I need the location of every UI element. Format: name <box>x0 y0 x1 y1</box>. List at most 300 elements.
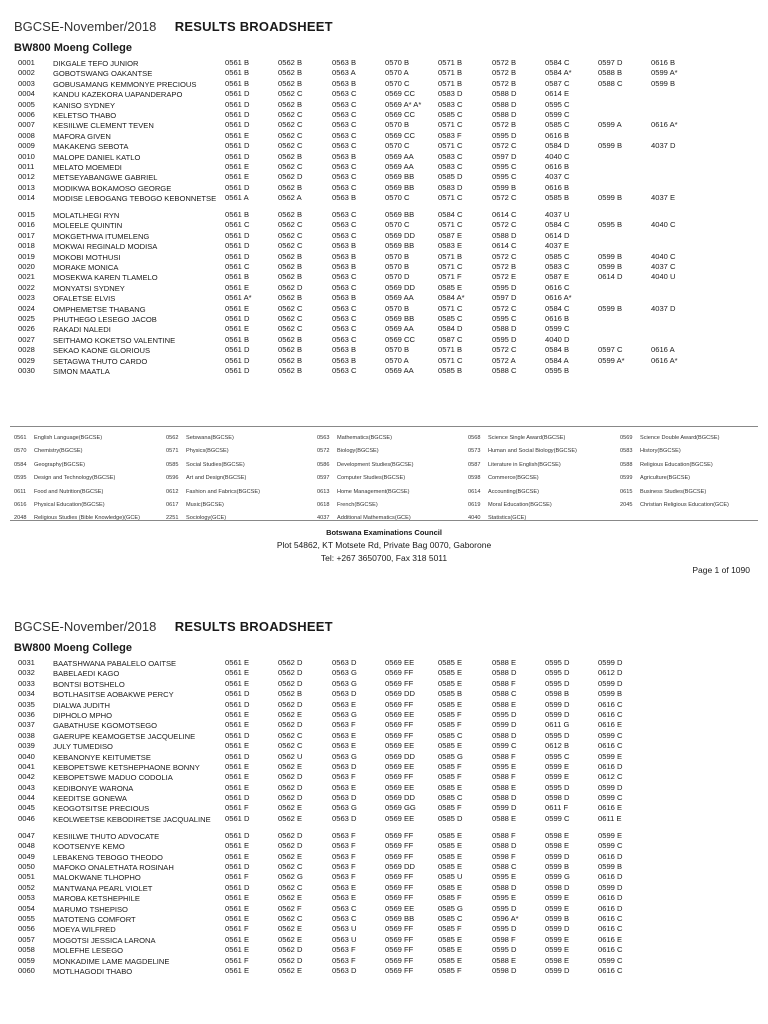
subject-grade: 0563 F <box>332 955 356 965</box>
subject-grade: 0562 B <box>278 58 303 67</box>
candidate-number: 0019 <box>18 251 35 261</box>
candidate-name: MARUMO TSHEPISO <box>53 904 128 914</box>
subject-grade: 0616 D <box>598 872 623 882</box>
legend-entry <box>14 486 103 499</box>
subject-code: 4040 <box>468 515 481 522</box>
candidate-name: SIMON MAATLA <box>53 366 110 376</box>
subject-grade: 0561 E <box>225 678 250 688</box>
subject-grade: 0569 DD <box>385 862 415 872</box>
subject-grade: 0561 E <box>225 720 250 730</box>
subject-grade: 0561 E <box>225 965 250 975</box>
subject-code: 0569 <box>620 435 633 441</box>
subject-grade: 0563 D <box>332 793 357 803</box>
legend-entry <box>317 486 409 499</box>
legend-row <box>0 445 768 458</box>
footer-address: Plot 54862, KT Motsete Rd, Private Bag 0070, Gaborone <box>276 540 492 550</box>
subject-code: 2045 <box>620 501 633 508</box>
subject-grade: 0570 C <box>385 220 410 230</box>
subject-grade: 0569 AA <box>385 151 414 161</box>
subject-grade: 0584 C <box>438 210 463 220</box>
subject-grade: 0561 E <box>225 934 250 944</box>
subject-grade: 0561 D <box>225 151 250 161</box>
subject-grade: 0563 F <box>332 720 356 730</box>
subject-grade: 0595 D <box>492 130 517 140</box>
candidate-number: 0001 <box>18 58 35 67</box>
subject-grade: 0585 F <box>438 772 462 782</box>
candidate-name: RAKADI NALEDI <box>53 325 111 335</box>
subject-grade: 0561 F <box>225 803 249 813</box>
table-row <box>0 131 768 141</box>
subject-grade: 0562 E <box>278 709 303 719</box>
subject-grade: 0571 B <box>438 251 463 261</box>
subject-grade: 0595 E <box>492 761 517 771</box>
subject-grade: 0563 B <box>332 262 357 272</box>
subject-grade: 0562 C <box>278 109 303 119</box>
subject-grade: 0563 B <box>332 355 357 365</box>
subject-grade: 0569 EE <box>385 761 415 771</box>
subject-grade: 0616 D <box>598 761 623 771</box>
subject-grade: 0585 C <box>438 913 463 923</box>
subject-grade: 0595 C <box>545 99 570 109</box>
candidate-name: GOBUSAMANG KEMMONYE PRECIOUS <box>53 79 197 89</box>
subject-grade: 0599 E <box>598 830 623 840</box>
subject-grade: 0561 E <box>225 741 250 751</box>
subject-grade: 0598 D <box>545 882 570 892</box>
candidate-name: KESIILWE THUTO ADVOCATE <box>53 831 160 841</box>
subject-grade: 0585 G <box>438 751 463 761</box>
subject-grade: 0563 B <box>332 345 357 355</box>
subject-grade: 0563 E <box>332 699 357 709</box>
subject-grade: 0563 U <box>332 924 357 934</box>
candidate-number: 0020 <box>18 262 35 272</box>
candidate-name: BONTSI BOTSHELO <box>53 679 125 689</box>
page-footer <box>0 528 768 563</box>
subject-grade: 0572 B <box>492 120 517 130</box>
subject-grade: 0561 E <box>225 913 250 923</box>
legend-entry <box>166 432 234 445</box>
candidate-number: 0026 <box>18 324 35 334</box>
subject-grade: 0571 C <box>438 262 463 272</box>
candidate-number: 0003 <box>18 78 35 88</box>
candidate-name: MOKGETHWA ITUMELENG <box>53 231 150 241</box>
subject-grade: 0562 G <box>278 872 303 882</box>
subject-grade: 0569 AA <box>385 365 414 375</box>
table-row <box>0 945 768 955</box>
subject-grade: 0611 F <box>545 803 569 813</box>
legend-entry <box>14 459 85 472</box>
subject-grade: 0616 C <box>598 924 623 934</box>
subject-grade: 0562 B <box>278 272 303 282</box>
candidate-number: 0046 <box>18 813 35 823</box>
table-row <box>0 852 768 862</box>
subject-grade: 0569 EE <box>385 658 415 667</box>
subject-grade: 0585 E <box>438 830 463 840</box>
subject-grade: 0588 F <box>492 772 516 782</box>
table-row <box>0 883 768 893</box>
legend-row <box>0 499 768 512</box>
subject-grade: 0563 G <box>332 678 357 688</box>
subject-grade: 0585 E <box>438 934 463 944</box>
table-row <box>0 803 768 813</box>
subject-grade: 0595 C <box>545 751 570 761</box>
subject-code: 0563 <box>317 435 330 441</box>
school-name: BW800 Moeng College <box>14 42 132 54</box>
subject-grade: 0584 C <box>545 220 570 230</box>
subject-grade: 0599 D <box>545 709 570 719</box>
table-row <box>0 68 768 78</box>
subject-code: 0598 <box>468 475 481 482</box>
subject-grade: 4037 D <box>651 303 676 313</box>
candidate-name: MOGOTSI JESSICA LARONA <box>53 935 156 945</box>
subject-grade: 0571 B <box>438 58 463 67</box>
subject-name: Moral Education(BGCSE) <box>488 501 552 508</box>
subject-grade: 0561 D <box>225 89 250 99</box>
subject-grade: 0614 C <box>492 241 517 251</box>
subject-grade: 0584 C <box>545 303 570 313</box>
candidate-number: 0022 <box>18 282 35 292</box>
subject-grade: 0569 FF <box>385 945 414 955</box>
subject-grade: 0571 C <box>438 303 463 313</box>
subject-grade: 0585 C <box>545 251 570 261</box>
subject-grade: 0563 F <box>332 945 356 955</box>
subject-grade: 4040 C <box>651 251 676 261</box>
subject-grade: 0598 B <box>545 689 570 699</box>
subject-grade: 0562 B <box>278 182 303 192</box>
subject-grade: 0562 E <box>278 761 303 771</box>
subject-grade: 0562 F <box>278 903 302 913</box>
subject-grade: 0588 B <box>598 68 623 78</box>
candidate-name: MODISE LEBOGANG TEBOGO KEBONNETSE <box>53 194 217 204</box>
exam-session: BGCSE-November/2018 <box>14 619 157 634</box>
candidate-number: 0040 <box>18 751 35 761</box>
subject-grade: 0585 E <box>438 782 463 792</box>
subject-grade: 0561 E <box>225 668 250 678</box>
subject-grade: 0569 CC <box>385 130 415 140</box>
subject-grade: 0562 C <box>278 303 303 313</box>
subject-grade: 0569 FF <box>385 720 414 730</box>
subject-code: 0588 <box>620 461 633 468</box>
legend-entry <box>317 472 405 485</box>
subject-grade: 4037 C <box>545 172 570 182</box>
subject-grade: 0562 D <box>278 720 303 730</box>
subject-grade: 0588 D <box>492 882 517 892</box>
subject-code: 0612 <box>166 488 179 495</box>
subject-grade: 0588 E <box>492 699 517 709</box>
subject-grade: 0585 F <box>438 893 462 903</box>
candidate-number: 0017 <box>18 230 35 240</box>
candidate-number: 0036 <box>18 709 35 719</box>
legend-entry <box>468 445 577 458</box>
subject-grade: 0562 E <box>278 851 303 861</box>
subject-grade: 0599 B <box>651 78 676 88</box>
subject-grade: 0563 C <box>332 120 357 130</box>
subject-grade: 0562 B <box>278 262 303 272</box>
subject-grade: 0562 C <box>278 324 303 334</box>
subject-grade: 0561 E <box>225 282 250 292</box>
legend-entry <box>620 459 713 472</box>
subject-name: Statistics(GCE) <box>488 515 527 522</box>
candidate-number: 0057 <box>18 934 35 944</box>
subject-grade: 0595 D <box>492 282 517 292</box>
subject-grade: 0583 C <box>438 161 463 171</box>
candidate-name: OMPHEMETSE THABANG <box>53 304 146 314</box>
subject-grade: 0562 C <box>278 141 303 151</box>
subject-grade: 0571 F <box>438 272 462 282</box>
subject-grade: 0562 D <box>278 668 303 678</box>
subject-grade: 0563 F <box>332 772 356 782</box>
table-row <box>0 862 768 872</box>
subject-grade: 0616 B <box>545 313 570 323</box>
subject-grade: 0562 D <box>278 282 303 292</box>
subject-grade: 0599 B <box>598 862 623 872</box>
subject-grade: 0595 C <box>492 313 517 323</box>
subject-grade: 0561 D <box>225 830 250 840</box>
subject-grade: 0587 C <box>545 78 570 88</box>
subject-grade: 0561 D <box>225 120 250 130</box>
table-row <box>0 89 768 99</box>
subject-grade: 0561 E <box>225 903 250 913</box>
subject-grade: 0569 EE <box>385 782 415 792</box>
subject-code: 0611 <box>14 488 27 495</box>
table-row <box>0 831 768 841</box>
legend-entry <box>14 472 115 485</box>
subject-grade: 0588 E <box>492 955 517 965</box>
subject-grade: 0561 B <box>225 58 250 67</box>
table-row <box>0 324 768 334</box>
page-header <box>14 18 333 36</box>
subject-grade: 0585 B <box>545 193 570 203</box>
subject-grade: 0562 C <box>278 89 303 99</box>
subject-grade: 0561 D <box>225 793 250 803</box>
subject-grade: 0585 C <box>438 109 463 119</box>
subject-grade: 0583 D <box>438 89 463 99</box>
candidate-name: OFALETSE ELVIS <box>53 294 116 304</box>
candidate-number: 0025 <box>18 313 35 323</box>
subject-grade: 0569 FF <box>385 882 414 892</box>
subject-grade: 4037 U <box>545 210 570 220</box>
legend-row <box>0 472 768 485</box>
subject-grade: 0563 C <box>332 99 357 109</box>
subject-grade: 0562 C <box>278 730 303 740</box>
subject-grade: 0588 D <box>492 109 517 119</box>
candidate-name: GAERUPE KEAMOGETSE JACQUELINE <box>53 731 196 741</box>
subject-grade: 0562 C <box>278 862 303 872</box>
subject-grade: 0569 BB <box>385 913 415 923</box>
candidate-number: 0024 <box>18 303 35 313</box>
subject-grade: 0569 FF <box>385 830 414 840</box>
subject-code: 0583 <box>620 448 633 455</box>
subject-grade: 0562 C <box>278 130 303 140</box>
candidate-name: KEOLWEETSE KEBODIRETSE JACQUALINE <box>53 814 211 824</box>
subject-grade: 0571 C <box>438 220 463 230</box>
subject-grade: 0562 E <box>278 893 303 903</box>
table-row <box>0 741 768 751</box>
subject-grade: 0563 C <box>332 913 357 923</box>
candidate-name: GOBOTSWANG OAKANTSE <box>53 69 153 79</box>
subject-grade: 0584 D <box>545 141 570 151</box>
subject-name: Setswana(BGCSE) <box>186 435 234 441</box>
subject-grade: 0561 F <box>225 872 249 882</box>
candidate-number: 0031 <box>18 658 35 667</box>
subject-grade: 0570 A <box>385 355 409 365</box>
subject-grade: 0563 D <box>332 813 357 823</box>
subject-grade: 0599 A* <box>651 68 678 78</box>
subject-grade: 0612 B <box>545 741 570 751</box>
subject-grade: 0562 E <box>278 813 303 823</box>
candidate-number: 0045 <box>18 803 35 813</box>
subject-grade: 0561 D <box>225 230 250 240</box>
subject-grade: 0598 D <box>545 793 570 803</box>
subject-grade: 0563 C <box>332 313 357 323</box>
candidate-number: 0006 <box>18 109 35 119</box>
subject-grade: 0612 D <box>598 668 623 678</box>
subject-grade: 0563 G <box>332 751 357 761</box>
table-row <box>0 304 768 314</box>
subject-grade: 0585 E <box>438 699 463 709</box>
candidate-number: 0005 <box>18 99 35 109</box>
candidate-number: 0052 <box>18 882 35 892</box>
subject-grade: 0585 E <box>438 741 463 751</box>
subject-grade: 0585 E <box>438 282 463 292</box>
candidate-name: BOTLHASITSE AOBAKWE PERCY <box>53 690 174 700</box>
candidate-number: 0028 <box>18 345 35 355</box>
subject-grade: 0561 F <box>225 955 249 965</box>
subject-grade: 0599 A* <box>598 355 625 365</box>
subject-grade: 0572 C <box>492 345 517 355</box>
subject-grade: 0599 E <box>545 934 570 944</box>
subject-grade: 0614 D <box>598 272 623 282</box>
subject-grade: 0563 C <box>332 210 357 220</box>
subject-code: 2251 <box>166 515 179 522</box>
subject-grade: 0570 B <box>385 120 410 130</box>
legend-entry <box>166 472 246 485</box>
subject-grade: 0585 F <box>438 720 462 730</box>
subject-grade: 0595 D <box>492 945 517 955</box>
table-row <box>0 689 768 699</box>
candidate-name: BABELAEDI KAGO <box>53 669 120 679</box>
subject-grade: 0570 B <box>385 345 410 355</box>
candidate-name: SEITHAMO KOKETSO VALENTINE <box>53 335 176 345</box>
exam-session: BGCSE-November/2018 <box>14 19 157 34</box>
divider <box>10 426 758 427</box>
subject-grade: 0561 E <box>225 782 250 792</box>
table-row <box>0 231 768 241</box>
candidate-number: 0033 <box>18 678 35 688</box>
candidate-name: MONYATSI SYDNEY <box>53 283 125 293</box>
subject-grade: 0616 E <box>598 934 623 944</box>
candidate-number: 0030 <box>18 365 35 375</box>
subject-grade: 0569 FF <box>385 851 414 861</box>
candidate-number: 0055 <box>18 913 35 923</box>
subject-grade: 0599 D <box>545 924 570 934</box>
candidate-name: MOKWAI REGINALD MODISA <box>53 242 158 252</box>
candidate-number: 0047 <box>18 830 35 840</box>
broadsheet-page-2 <box>0 600 768 1024</box>
subject-grade: 0562 B <box>278 99 303 109</box>
candidate-number: 0056 <box>18 924 35 934</box>
subject-grade: 0569 EE <box>385 903 415 913</box>
candidate-name: MOSEKWA KAREN TLAMELO <box>53 273 158 283</box>
subject-grade: 0588 D <box>492 89 517 99</box>
subject-grade: 0569 BB <box>385 172 415 182</box>
subject-grade: 0598 E <box>545 955 570 965</box>
subject-grade: 4037 E <box>651 193 676 203</box>
table-row <box>0 668 768 678</box>
subject-grade: 0561 E <box>225 772 250 782</box>
subject-grade: 0563 E <box>332 741 357 751</box>
candidate-name: BAATSHWANA PABALELO OAITSE <box>53 659 177 668</box>
subject-grade: 0585 E <box>438 851 463 861</box>
subject-name: Agriculture(BGCSE) <box>640 475 691 482</box>
subject-grade: 0616 B <box>545 130 570 140</box>
candidate-name: GABATHUSE KGOMOTSEGO <box>53 721 158 731</box>
subject-grade: 0569 CC <box>385 109 415 119</box>
subject-grade: 0562 C <box>278 161 303 171</box>
candidate-name: KELETSO THABO <box>53 110 117 120</box>
subject-grade: 0585 C <box>545 120 570 130</box>
subject-grade: 0562 D <box>278 782 303 792</box>
subject-grade: 0561 E <box>225 841 250 851</box>
candidate-name: KEEDITSE GONEWA <box>53 794 127 804</box>
subject-name: Biology(BGCSE) <box>337 448 379 455</box>
subject-grade: 0561 D <box>225 751 250 761</box>
page-header <box>14 618 333 636</box>
subject-grade: 0569 FF <box>385 772 414 782</box>
subject-code: 0616 <box>14 501 27 508</box>
subject-grade: 0616 A* <box>545 293 572 303</box>
legend-entry <box>166 499 224 512</box>
subject-grade: 0563 C <box>332 220 357 230</box>
subject-grade: 0562 D <box>278 772 303 782</box>
subject-grade: 0583 C <box>438 99 463 109</box>
candidate-number: 0010 <box>18 151 35 161</box>
table-row <box>0 293 768 303</box>
table-row <box>0 914 768 924</box>
subject-grade: 0584 C <box>545 58 570 67</box>
subject-code: 0573 <box>468 448 481 455</box>
candidate-name: MONKADIME LAME MAGDELINE <box>53 956 170 966</box>
subject-grade: 0585 F <box>438 924 462 934</box>
table-row <box>0 793 768 803</box>
subject-grade: 0563 C <box>332 230 357 240</box>
subject-grade: 0569 FF <box>385 893 414 903</box>
subject-grade: 0562 D <box>278 945 303 955</box>
table-row <box>0 183 768 193</box>
subject-grade: 0585 F <box>438 803 462 813</box>
subject-grade: 0562 B <box>278 78 303 88</box>
subject-code: 0586 <box>317 461 330 468</box>
subject-name: Social Studies(BGCSE) <box>186 461 245 468</box>
subject-grade: 0562 B <box>278 151 303 161</box>
subject-grade: 0588 E <box>492 782 517 792</box>
subject-grade: 0563 U <box>332 934 357 944</box>
candidate-name: KEBANONYE KEITUMETSE <box>53 752 151 762</box>
candidate-number: 0023 <box>18 293 35 303</box>
subject-grade: 0585 F <box>438 761 462 771</box>
subject-code: 0571 <box>166 448 179 455</box>
subject-grade: 0585 E <box>438 841 463 851</box>
subject-grade: 0572 A <box>492 355 516 365</box>
subject-grade: 0588 D <box>492 230 517 240</box>
subject-grade: 0588 F <box>492 678 516 688</box>
subject-grade: 0616 E <box>598 803 623 813</box>
subject-grade: 0572 E <box>492 272 517 282</box>
candidate-name: MAFORA GIVEN <box>53 131 111 141</box>
table-row <box>0 956 768 966</box>
subject-grade: 0561 E <box>225 709 250 719</box>
results-table <box>0 658 768 976</box>
candidate-number: 0035 <box>18 699 35 709</box>
